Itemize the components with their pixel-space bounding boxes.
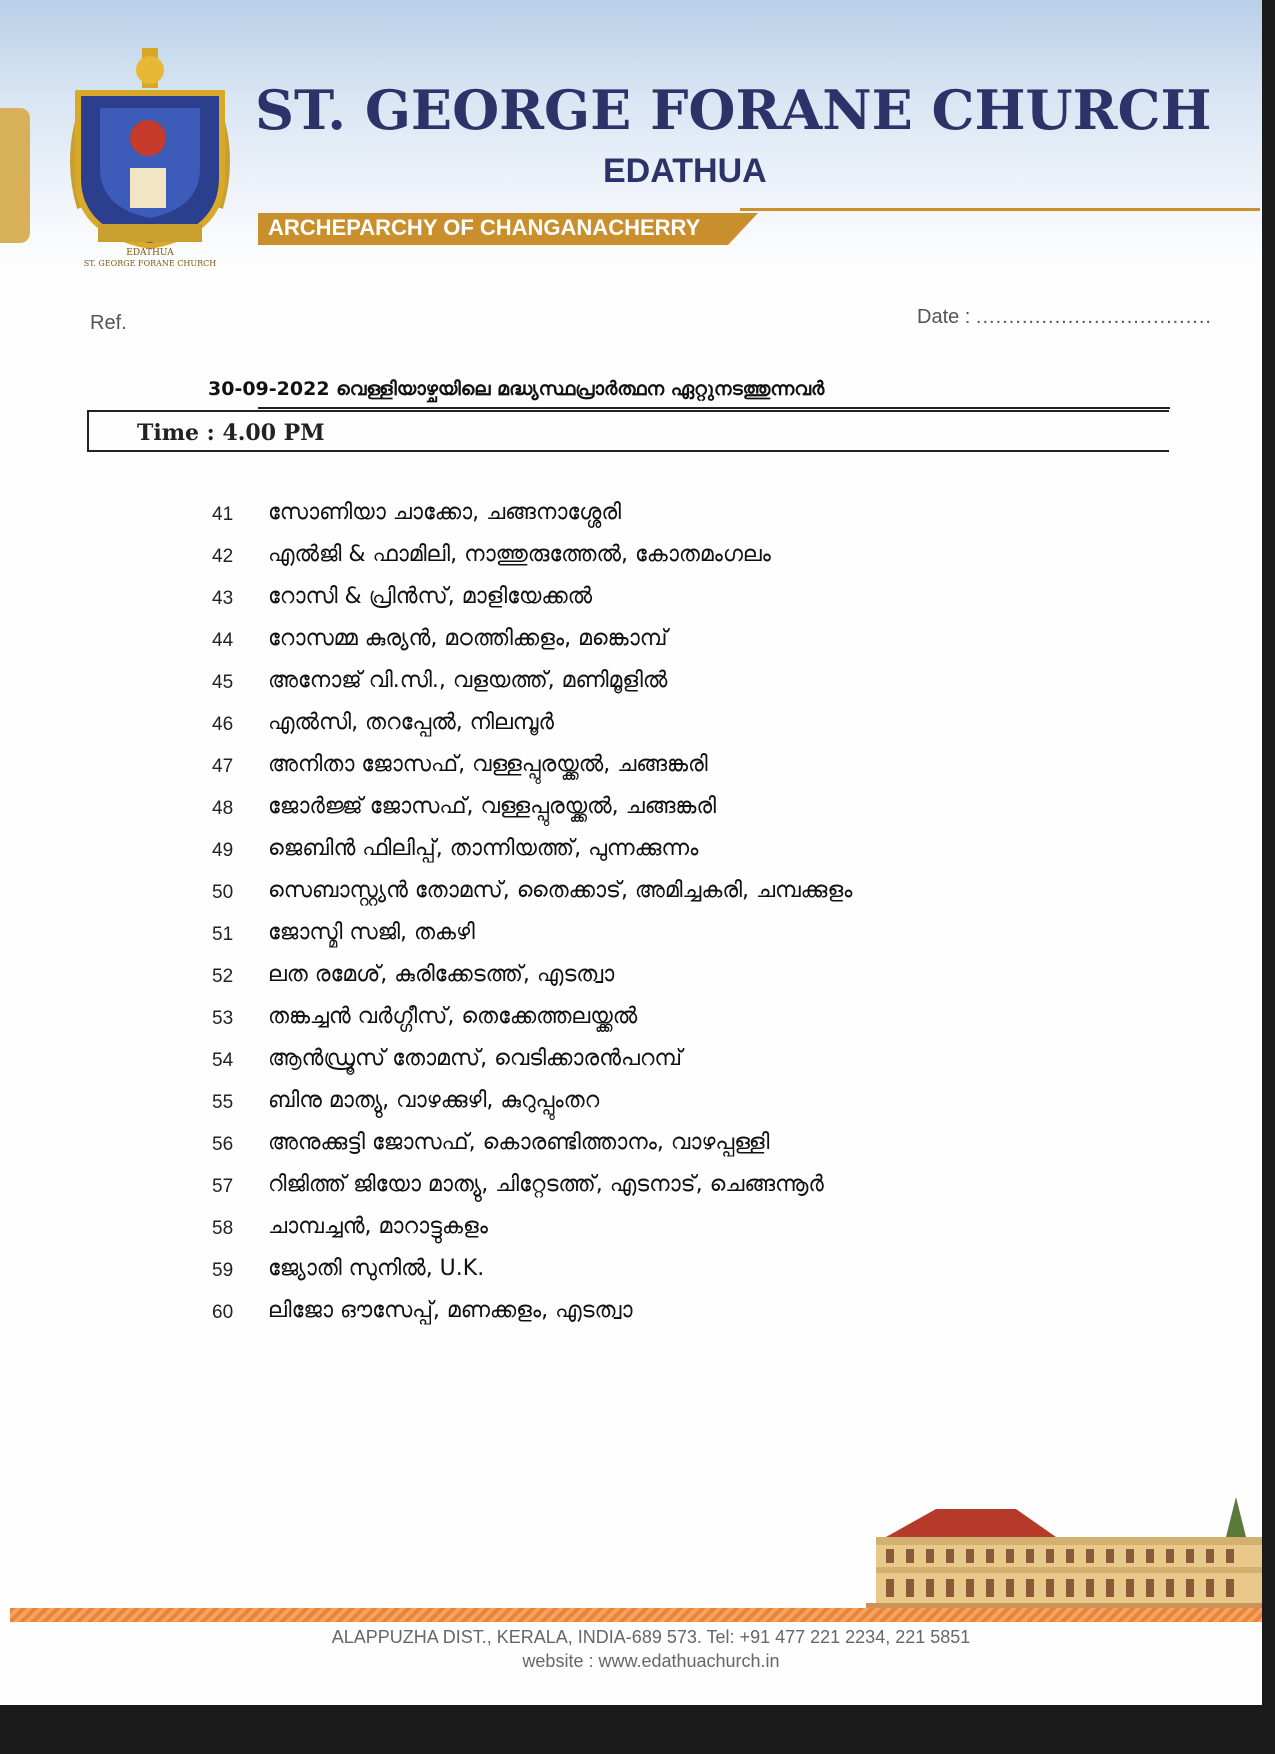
ref-label: Ref. [90,312,127,334]
item-text: സെബാസ്റ്റ്യൻ തോമസ്, തൈക്കാട്, അമിച്ചകരി, ചമ്പക്കുളം [268,878,853,903]
date-field [917,306,1212,329]
item-text: ജെബിൻ ഫിലിപ്പ്, താന്നിയത്ത്, പുന്നക്കുന്നം [268,836,699,861]
church-location: EDATHUA [603,152,767,190]
left-edge-tab [0,108,30,243]
item-number: 59 [212,1260,234,1281]
crest-text-line1: EDATHUA [126,248,174,258]
item-number: 51 [212,924,234,945]
item-number: 50 [212,882,234,903]
item-number: 47 [212,756,234,777]
church-building-photo [866,1497,1262,1617]
item-text: ലിജോ ഔസേപ്പ്, മണക്കളം, എടത്വാ [268,1298,633,1323]
item-text: ബിനു മാത്യു, വാഴക്കുഴി, കുറുപ്പുംതറ [268,1088,600,1113]
item-number: 56 [212,1134,234,1155]
archeparchy-label: ARCHEPARCHY OF CHANGANACHERRY [268,215,701,240]
date-label: Date : [917,306,971,328]
item-text: അനോജ് വി.സി., വളയത്ത്, മണിമൂളിൽ [268,668,668,693]
item-text: ആൻഡ്രൂസ് തോമസ്, വെടിക്കാരൻപറമ്പ് [268,1046,683,1071]
item-text: റോസമ്മ കുര്യൻ, മഠത്തിക്കളം, മങ്കൊമ്പ് [268,626,668,651]
item-text: ജോസ്മി സജി, തകഴി [268,920,475,945]
item-number: 43 [212,588,234,609]
item-text: റോസി & പ്രിൻസ്, മാളിയേക്കൽ [268,584,593,609]
header-gold-rule [740,208,1260,211]
item-number: 52 [212,966,234,987]
item-number: 49 [212,840,234,861]
item-text: ലത രമേശ്, കുരിക്കേടത്ത്, എടത്വാ [268,962,615,987]
item-number: 53 [212,1008,234,1029]
item-number: 54 [212,1050,234,1071]
footer-address: ALAPPUZHA DIST., KERALA, INDIA-689 573. Tel: +91 477 221 2234, 221 5851 [331,1627,971,1647]
footer-website: website : www.edathuachurch.in [522,1651,780,1671]
item-number: 55 [212,1092,234,1113]
item-text: എൽജി & ഫാമിലി, നാത്തുരുത്തേൽ, കോതമംഗലം [268,542,771,567]
prayer-heading: 30-09-2022 വെള്ളിയാഴ്ചയിലെ മദ്ധ്യസ്ഥപ്രാർത്ഥന ഏറ്റുനടത്തുന്നവർ [208,378,825,400]
item-text: അനുക്കുട്ടി ജോസഫ്, കൊരണ്ടിത്താനം, വാഴപ്പള്ളി [268,1130,770,1155]
time-label: Time : 4.00 PM [137,420,325,446]
church-title: ST. GEORGE FORANE CHURCH [255,78,1212,142]
item-number: 44 [212,630,234,651]
church-crest-logo [60,48,240,270]
item-text: തങ്കച്ചൻ വർഗ്ഗീസ്, തെക്കേത്തലയ്ക്കൽ [268,1004,638,1029]
footer-stripe [10,1608,1262,1622]
item-number: 57 [212,1176,234,1197]
item-text: ചാമ്പച്ചൻ, മാറാട്ടുകളം [268,1214,488,1239]
item-number: 41 [212,504,234,525]
crest-text-line2: ST. GEORGE FORANE CHURCH [83,259,217,268]
date-dotted-line: .................................... [975,306,1212,328]
item-number: 60 [212,1302,234,1323]
item-number: 58 [212,1218,234,1239]
item-number: 46 [212,714,234,735]
heading-underline [258,407,1170,409]
item-text: എൽസി, തറപ്പേൽ, നിലമ്പൂർ [268,710,554,735]
item-text: സോണിയാ ചാക്കോ, ചങ്ങനാശ്ശേരി [268,500,621,525]
item-number: 42 [212,546,234,567]
item-text: ജ്യോതി സുനിൽ, U.K. [268,1256,485,1281]
item-text: ജോർജ്ജ് ജോസഫ്, വള്ളപ്പുരയ്ക്കൽ, ചങ്ങങ്കരി [268,794,717,819]
item-number: 45 [212,672,234,693]
item-number: 48 [212,798,234,819]
item-text: റിജിത്ത് ജിയോ മാത്യു, ചിറ്റേടത്ത്, എടനാട്, ചെങ്ങന്നൂർ [268,1172,824,1197]
item-text: അനിതാ ജോസഫ്, വള്ളപ്പുരയ്ക്കൽ, ചങ്ങങ്കരി [268,752,708,777]
